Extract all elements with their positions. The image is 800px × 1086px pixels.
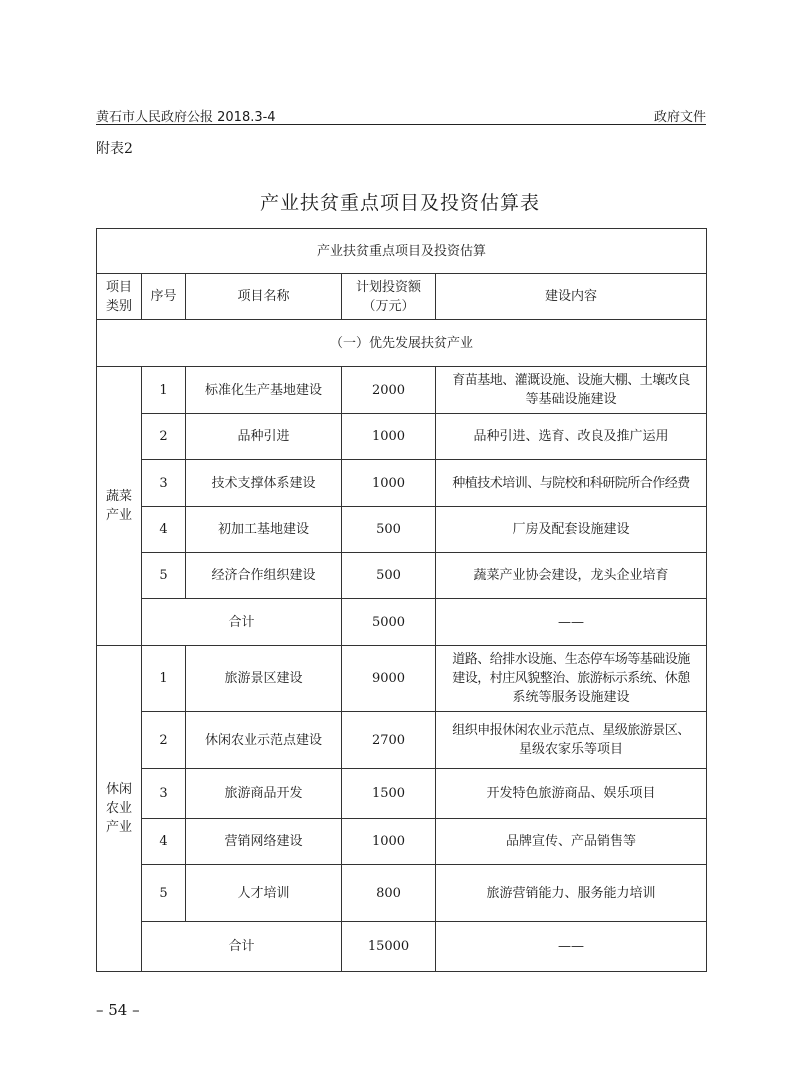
total-content: —— [436, 599, 707, 646]
amount-cell: 1000 [342, 414, 436, 460]
header-name: 项目名称 [186, 274, 342, 320]
total-label: 合计 [142, 922, 342, 972]
name-cell: 经济合作组织建设 [186, 553, 342, 599]
total-amount: 5000 [342, 599, 436, 646]
running-header-left: 黄石市人民政府公报 2018.3-4 [96, 110, 276, 125]
seq-cell: 1 [142, 367, 186, 414]
name-cell: 初加工基地建设 [186, 507, 342, 553]
table-row [97, 819, 707, 865]
name-cell: 休闲农业示范点建设 [186, 712, 342, 769]
document-title: 产业扶贫重点项目及投资估算表 [259, 192, 540, 214]
content-cell: 种植技术培训、与院校和科研院所合作经费 [436, 460, 707, 507]
content-cell: 旅游营销能力、服务能力培训 [436, 865, 707, 922]
content-cell: 品牌宣传、产品销售等 [436, 819, 707, 865]
amount-cell: 2700 [342, 712, 436, 769]
amount-cell: 1000 [342, 460, 436, 507]
table-row [97, 460, 707, 507]
name-cell: 旅游景区建设 [186, 646, 342, 712]
table-caption: 产业扶贫重点项目及投资估算 [97, 229, 707, 274]
seq-cell: 2 [142, 712, 186, 769]
amount-cell: 1500 [342, 769, 436, 819]
table-caption-row [97, 229, 707, 274]
category-cell: 休闲 农业 产业 [97, 646, 142, 972]
content-cell: 育苗基地、灌溉设施、设施大棚、土壤改良 等基础设施建设 [436, 367, 707, 414]
name-cell: 品种引进 [186, 414, 342, 460]
header-amount: 计划投资额 （万元） [342, 274, 436, 320]
content-cell: 蔬菜产业协会建设，龙头企业培育 [436, 553, 707, 599]
seq-cell: 4 [142, 507, 186, 553]
content-cell: 厂房及配套设施建设 [436, 507, 707, 553]
investment-table [96, 228, 707, 972]
amount-cell: 1000 [342, 819, 436, 865]
seq-cell: 1 [142, 646, 186, 712]
amount-cell: 500 [342, 553, 436, 599]
seq-cell: 3 [142, 769, 186, 819]
total-content: —— [436, 922, 707, 972]
content-cell: 开发特色旅游商品、娱乐项目 [436, 769, 707, 819]
header-rule [96, 124, 706, 125]
table-header-row [97, 274, 707, 320]
table-row [97, 414, 707, 460]
header-seq: 序号 [142, 274, 186, 320]
content-cell: 道路、给排水设施、生态停车场等基础设施 建设，村庄风貌整治、旅游标示系统、休憩 系统等服务设施建设 [436, 646, 707, 712]
name-cell: 营销网络建设 [186, 819, 342, 865]
seq-cell: 5 [142, 865, 186, 922]
table-row [97, 646, 707, 712]
table-row [97, 769, 707, 819]
total-amount: 15000 [342, 922, 436, 972]
table-row [97, 712, 707, 769]
table-row [97, 507, 707, 553]
seq-cell: 2 [142, 414, 186, 460]
running-header-right: 政府文件 [653, 110, 706, 125]
table-row [97, 865, 707, 922]
total-label: 合计 [142, 599, 342, 646]
total-row [97, 599, 707, 646]
name-cell: 标准化生产基地建设 [186, 367, 342, 414]
name-cell: 旅游商品开发 [186, 769, 342, 819]
section-row [97, 320, 707, 367]
seq-cell: 5 [142, 553, 186, 599]
content-cell: 组织申报休闲农业示范点、星级旅游景区、 星级农家乐等项目 [436, 712, 707, 769]
amount-cell: 800 [342, 865, 436, 922]
table-row [97, 367, 707, 414]
total-row [97, 922, 707, 972]
name-cell: 人才培训 [186, 865, 342, 922]
section-heading: （一）优先发展扶贫产业 [97, 320, 707, 367]
amount-cell: 9000 [342, 646, 436, 712]
appendix-label: 附表2 [96, 141, 133, 157]
amount-cell: 500 [342, 507, 436, 553]
seq-cell: 4 [142, 819, 186, 865]
seq-cell: 3 [142, 460, 186, 507]
header-content: 建设内容 [436, 274, 707, 320]
amount-cell: 2000 [342, 367, 436, 414]
content-cell: 品种引进、选育、改良及推广运用 [436, 414, 707, 460]
category-cell: 蔬菜 产业 [97, 367, 142, 646]
page-number: – 54 – [96, 1001, 140, 1019]
table-row [97, 553, 707, 599]
name-cell: 技术支撑体系建设 [186, 460, 342, 507]
header-category: 项目 类别 [97, 274, 142, 320]
